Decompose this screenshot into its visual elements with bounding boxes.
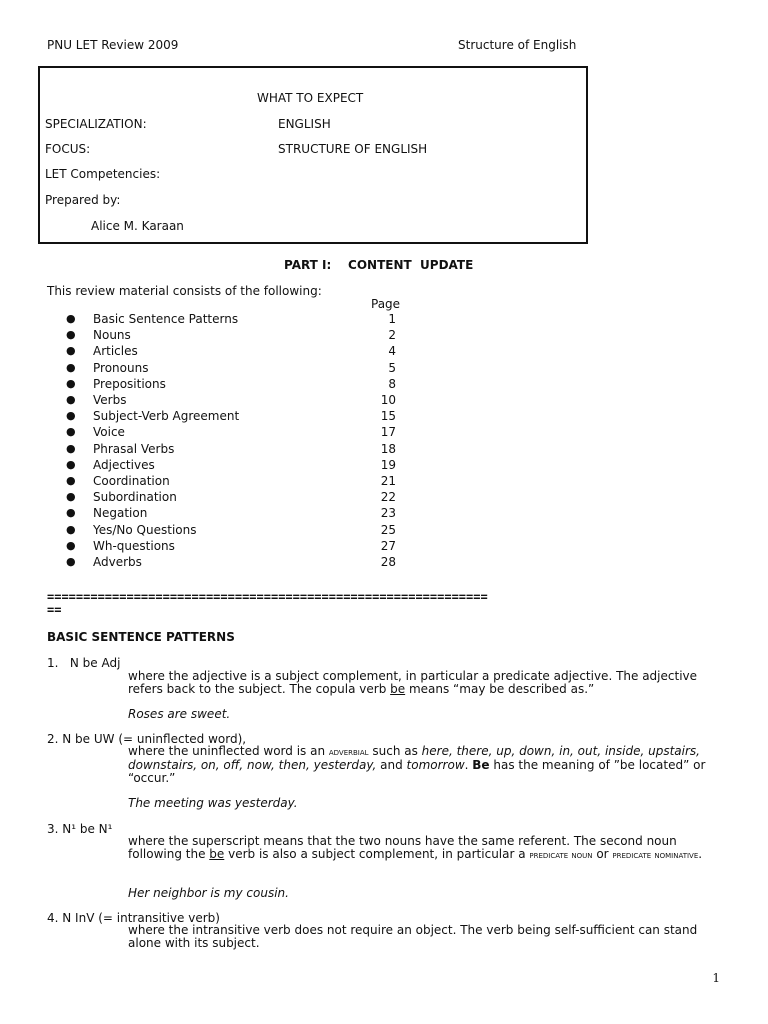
intro-text: This review material consists of the following: [47, 284, 322, 298]
toc-item-page: 19 [380, 458, 396, 472]
bullet-icon: ● [66, 328, 76, 341]
toc-item [66, 506, 396, 522]
bullet-icon: ● [66, 393, 76, 406]
toc-item [66, 377, 396, 393]
toc-item-label: Wh-questions [93, 539, 175, 553]
part-title: PART I: CONTENT UPDATE [284, 258, 474, 272]
toc-item [66, 474, 396, 490]
specialization-value: ENGLISH [278, 117, 331, 131]
toc-item [66, 328, 396, 344]
bullet-icon: ● [66, 425, 76, 438]
toc-item-page: 8 [388, 377, 396, 391]
toc-item-label: Nouns [93, 328, 131, 342]
bullet-icon: ● [66, 409, 76, 422]
toc-item-label: Adjectives [93, 458, 155, 472]
pattern-1-example: Roses are sweet. [128, 707, 231, 721]
toc-page-header: Page [371, 297, 401, 311]
toc-item-label: Articles [93, 344, 138, 358]
pattern-3-description: where the superscript means that the two nouns have the same referent. The second noun following the be verb is also a subject complement, in particular a predicate noun or predicate nominative. [128, 834, 703, 861]
bullet-icon: ● [66, 312, 76, 325]
toc-item-label: Negation [93, 506, 148, 520]
toc-item-page: 2 [388, 328, 396, 342]
bullet-icon: ● [66, 523, 76, 536]
focus-value: STRUCTURE OF ENGLISH [278, 142, 428, 156]
toc-item-label: Coordination [93, 474, 170, 488]
header-left: PNU LET Review 2009 [47, 38, 179, 52]
pattern-2-example: The meeting was yesterday. [128, 796, 298, 810]
pattern-1-heading: 1. N be Adj [47, 656, 121, 670]
toc-item-page: 15 [380, 409, 396, 423]
toc-item [66, 555, 396, 571]
toc-item [66, 425, 396, 441]
toc-item-label: Voice [93, 425, 125, 439]
toc-item [66, 458, 396, 474]
bullet-icon: ● [66, 539, 76, 552]
toc-item-label: Yes/No Questions [93, 523, 197, 537]
toc-item [66, 312, 396, 328]
toc-item [66, 539, 396, 555]
pattern-2-heading: 2. N be UW (= uninflected word), [47, 732, 247, 746]
bullet-icon: ● [66, 490, 76, 503]
toc-item-label: Phrasal Verbs [93, 442, 175, 456]
toc-item-label: Basic Sentence Patterns [93, 312, 239, 326]
toc-item-label: Verbs [93, 393, 127, 407]
pattern-4-heading: 4. N InV (= intransitive verb) [47, 911, 220, 925]
pattern-2-description: where the uninflected word is an adverbial such as here, there, up, down, in, out, inside, upstairs, downstairs, on, off, now, then, yesterday, and tomorrow. Be has the meaning of ”be located” or “occur.” [128, 744, 706, 785]
section-divider: ============================================================= == [47, 590, 488, 617]
toc-item-page: 25 [380, 523, 396, 537]
toc-item-page: 18 [380, 442, 396, 456]
bullet-icon: ● [66, 344, 76, 357]
specialization-label: SPECIALIZATION: [45, 117, 147, 131]
toc-item-label: Adverbs [93, 555, 142, 569]
competencies-label: LET Competencies: [45, 167, 161, 181]
toc-item-label: Subordination [93, 490, 177, 504]
section-title: BASIC SENTENCE PATTERNS [47, 630, 235, 644]
bullet-icon: ● [66, 555, 76, 568]
toc-item [66, 490, 396, 506]
toc-item-page: 4 [388, 344, 396, 358]
toc-item-page: 28 [380, 555, 396, 569]
toc-item-page: 10 [380, 393, 396, 407]
box-title: WHAT TO EXPECT [257, 91, 364, 105]
author-name: Alice M. Karaan [91, 219, 184, 233]
toc-item [66, 393, 396, 409]
toc-item [66, 409, 396, 425]
focus-label: FOCUS: [45, 142, 91, 156]
toc-item [66, 361, 396, 377]
toc-item-page: 23 [380, 506, 396, 520]
toc-item-page: 5 [388, 361, 396, 375]
pattern-3-heading: 3. N¹ be N¹ [47, 822, 113, 836]
toc-item-page: 1 [388, 312, 396, 326]
pattern-4-description: where the intransitive verb does not require an object. The verb being self-sufficient can stand alone with its subject. [128, 923, 698, 950]
bullet-icon: ● [66, 474, 76, 487]
prepared-by-label: Prepared by: [45, 193, 121, 207]
header-right: Structure of English [458, 38, 577, 52]
toc-item [66, 442, 396, 458]
toc-item-page: 27 [380, 539, 396, 553]
bullet-icon: ● [66, 458, 76, 471]
pattern-3-example: Her neighbor is my cousin. [128, 886, 289, 900]
toc-item [66, 344, 396, 360]
bullet-icon: ● [66, 361, 76, 374]
toc-item-label: Subject-Verb Agreement [93, 409, 240, 423]
toc-item-page: 22 [380, 490, 396, 504]
toc-item-label: Prepositions [93, 377, 166, 391]
toc-item-page: 17 [380, 425, 396, 439]
toc-item-label: Pronouns [93, 361, 149, 375]
toc-item [66, 523, 396, 539]
pattern-1-description: where the adjective is a subject complement, in particular a predicate adjective. The adjective refers back to the subject. The copula verb be means “may be described as.” [128, 669, 698, 696]
bullet-icon: ● [66, 377, 76, 390]
page-number: 1 [712, 971, 720, 985]
bullet-icon: ● [66, 506, 76, 519]
toc-item-page: 21 [380, 474, 396, 488]
bullet-icon: ● [66, 442, 76, 455]
